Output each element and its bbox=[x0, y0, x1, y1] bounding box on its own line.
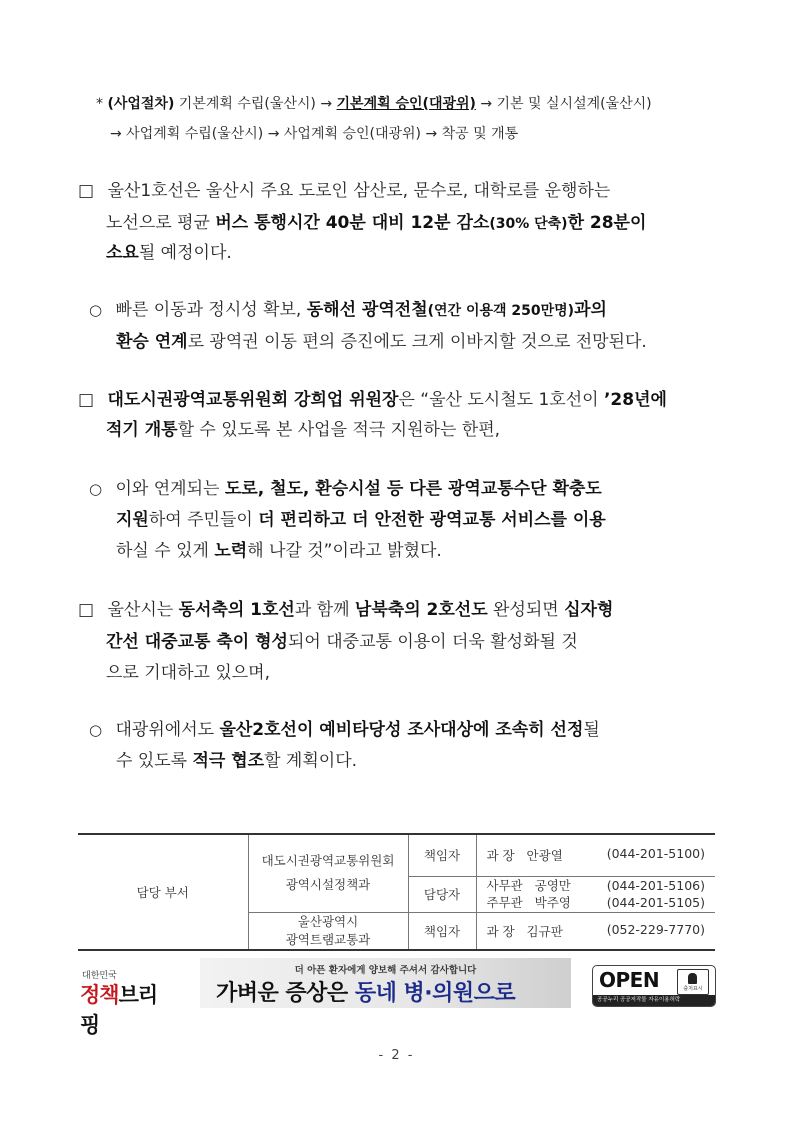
banner-main-text bbox=[216, 976, 515, 1007]
circle-bullet-icon: ○ bbox=[89, 721, 103, 739]
square-bullet-icon: □ bbox=[78, 390, 95, 410]
procedure-label: (사업절차) bbox=[107, 96, 175, 112]
para5-line-2 bbox=[106, 627, 578, 652]
para2-text-2: 로 광역권 이동 편의 증진에도 크게 이바지할 것으로 전망된다. bbox=[187, 332, 647, 352]
open-license-mark[interactable] bbox=[592, 965, 716, 1007]
logo-wordmark bbox=[80, 979, 162, 1039]
para3-text-2: 할 수 있도록 본 사업을 적극 지원하는 한편, bbox=[177, 420, 501, 440]
para4-line-2 bbox=[116, 505, 606, 530]
para5-text-1: 울산시는 bbox=[107, 600, 179, 620]
circle-bullet-icon: ○ bbox=[89, 480, 103, 498]
contact-row bbox=[476, 912, 715, 950]
org-molit-division: 광역시설정책과 bbox=[285, 877, 371, 893]
para1-bold-2: 한 28분이 bbox=[567, 213, 647, 233]
para6-line-1 bbox=[89, 715, 600, 740]
contact-name: 김규판 bbox=[526, 923, 563, 939]
para6-text-4: 할 계획이다. bbox=[264, 751, 358, 771]
para1-text-1: 울산1호선은 울산시 주요 도로인 삼산로, 문수로, 대학로를 운행하는 bbox=[107, 181, 611, 201]
contact-row bbox=[476, 834, 715, 876]
banner-top-text: 더 아픈 환자에게 양보해 주셔서 감사합니다 bbox=[294, 965, 477, 976]
role-lead-2: 책임자 bbox=[408, 912, 476, 950]
para4-line-3 bbox=[116, 536, 442, 561]
para4-bold-4: 노력 bbox=[214, 541, 248, 561]
contact-phone: (044-201-5105) bbox=[606, 895, 705, 910]
para4-text-2: 하여 주민들이 bbox=[148, 510, 259, 530]
procedure-line-2: → 사업계획 수립(울산시) → 사업계획 승인(대광위) → 착공 및 개통 bbox=[110, 126, 519, 142]
logo-subtitle: 대한민국 bbox=[82, 971, 117, 981]
procedure-line-1 bbox=[96, 93, 652, 113]
para5-line-3: 으로 기대하고 있으며, bbox=[106, 663, 271, 683]
contact-title: 사무관 bbox=[486, 878, 523, 893]
attribution-label: 출처표시 bbox=[683, 986, 703, 992]
para2-bold-small: (연간 이용객 250만명) bbox=[427, 303, 575, 319]
para1-text-3: 될 예정이다. bbox=[138, 243, 232, 263]
para2-bold-3: 환승 연계 bbox=[116, 332, 188, 352]
dept-label: 담당 부서 bbox=[78, 834, 248, 950]
para3-text-1: 은 “울산 도시철도 1호선이 bbox=[398, 390, 604, 410]
para2-text-1: 빠른 이동과 정시성 확보, bbox=[115, 300, 307, 320]
person-icon bbox=[688, 973, 697, 984]
para6-bold-2: 적극 협조 bbox=[192, 751, 265, 771]
para4-text-3: 하실 수 있게 bbox=[116, 541, 215, 561]
para5-text-3: 완성되면 bbox=[487, 600, 565, 620]
org-ulsan-division: 광역트램교통과 bbox=[285, 931, 371, 947]
para5-bold-4: 간선 대중교통 축이 형성 bbox=[106, 632, 288, 652]
banner-text: 가벼운 증상은 bbox=[216, 981, 355, 1006]
para6-text-3: 수 있도록 bbox=[116, 751, 193, 771]
contact-name: 안광열 bbox=[526, 848, 563, 864]
para4-bold-3: 더 편리하고 더 안전한 광역교통 서비스를 이용 bbox=[258, 510, 606, 530]
para2-bold-1: 동해선 광역전철 bbox=[306, 300, 428, 320]
para4-text-1: 이와 연계되는 bbox=[115, 479, 225, 499]
para4-bold-2: 지원 bbox=[116, 510, 149, 530]
logo-red-text: 정책 bbox=[80, 983, 119, 1007]
para1-line-2 bbox=[106, 208, 646, 233]
procedure-star: * bbox=[96, 96, 103, 112]
para1-bold-1: 버스 통행시간 40분 대비 12분 감소 bbox=[215, 213, 490, 233]
contact-phone: (044-201-5100) bbox=[606, 846, 705, 862]
para3-bold-1: 대도시권광역교통위원회 강희업 위원장 bbox=[107, 390, 399, 410]
procedure-approval: 기본계획 승인(대광위) bbox=[336, 96, 476, 112]
para4-line-1 bbox=[89, 474, 602, 499]
procedure-text-2: → 기본 및 실시설계(울산시) bbox=[475, 96, 652, 112]
para1-bold-small: (30% 단축) bbox=[489, 216, 568, 232]
role-lead-1: 책임자 bbox=[408, 834, 476, 876]
procedure-text-1: 기본계획 수립(울산시) → bbox=[174, 96, 337, 112]
contact-phone: (052-229-7770) bbox=[606, 921, 705, 937]
contact-row bbox=[476, 876, 715, 912]
para2-bold-2: 과의 bbox=[574, 300, 607, 320]
page-number: - 2 - bbox=[378, 1048, 415, 1063]
contact-title: 과 장 bbox=[486, 848, 515, 864]
para5-text-4: 되어 대중교통 이용이 더욱 활성화될 것 bbox=[287, 632, 578, 652]
para3-line-2 bbox=[106, 415, 500, 440]
contact-name: 박주영 bbox=[534, 895, 571, 910]
para5-bold-3: 십자형 bbox=[564, 600, 614, 620]
logo-black-text: 브리핑 bbox=[80, 983, 158, 1037]
para1-text-2: 노선으로 평균 bbox=[106, 213, 216, 233]
square-bullet-icon: □ bbox=[78, 181, 95, 201]
contact-title: 주무관 bbox=[486, 895, 523, 910]
open-word: OPEN bbox=[599, 968, 660, 992]
para5-bold-1: 동서축의 1호선 bbox=[178, 600, 295, 620]
para2-line-2 bbox=[116, 327, 647, 352]
para4-text-4: 해 나갈 것”이라고 밝혔다. bbox=[247, 541, 442, 561]
para3-bold-2: ’28년에 bbox=[603, 390, 667, 410]
circle-bullet-icon: ○ bbox=[89, 301, 103, 319]
org-ulsan-cell bbox=[248, 912, 408, 950]
para1-bold-3: 소요 bbox=[106, 243, 139, 263]
banner-highlight: 동네 병·의원으로 bbox=[354, 981, 516, 1006]
para1-line-1 bbox=[78, 176, 610, 201]
policy-briefing-logo[interactable] bbox=[80, 968, 162, 1037]
contact-name: 공영만 bbox=[534, 878, 571, 893]
open-license-text: 공공누리 공공저작물 자유이용허락 bbox=[593, 995, 715, 1006]
contact-table bbox=[78, 833, 715, 951]
contact-title: 과 장 bbox=[486, 923, 515, 939]
para5-line-1 bbox=[78, 595, 613, 620]
para6-text-1: 대광위에서도 bbox=[115, 720, 220, 740]
para6-text-2: 될 bbox=[583, 720, 600, 740]
org-ulsan-name: 울산광역시 bbox=[297, 913, 359, 929]
para6-bold-1: 울산2호선이 예비타당성 조사대상에 조속히 선정 bbox=[219, 720, 584, 740]
campaign-banner[interactable] bbox=[200, 958, 571, 1008]
para1-line-3 bbox=[106, 238, 232, 263]
para5-bold-2: 남북축의 2호선도 bbox=[354, 600, 488, 620]
org-molit-name: 대도시권광역교통위원회 bbox=[261, 853, 395, 869]
org-molit-cell bbox=[248, 834, 408, 912]
para3-line-1 bbox=[78, 385, 667, 410]
para5-text-2: 과 함께 bbox=[294, 600, 355, 620]
para2-line-1 bbox=[89, 295, 607, 320]
square-bullet-icon: □ bbox=[78, 600, 95, 620]
para3-bold-3: 적기 개통 bbox=[106, 420, 178, 440]
para4-bold-1: 도로, 철도, 환승시설 등 다른 광역교통수단 확충도 bbox=[224, 479, 602, 499]
attribution-icon bbox=[677, 969, 709, 995]
contact-phone: (044-201-5106) bbox=[606, 878, 705, 893]
para6-line-2 bbox=[116, 746, 357, 771]
role-staff: 담당자 bbox=[408, 876, 476, 912]
